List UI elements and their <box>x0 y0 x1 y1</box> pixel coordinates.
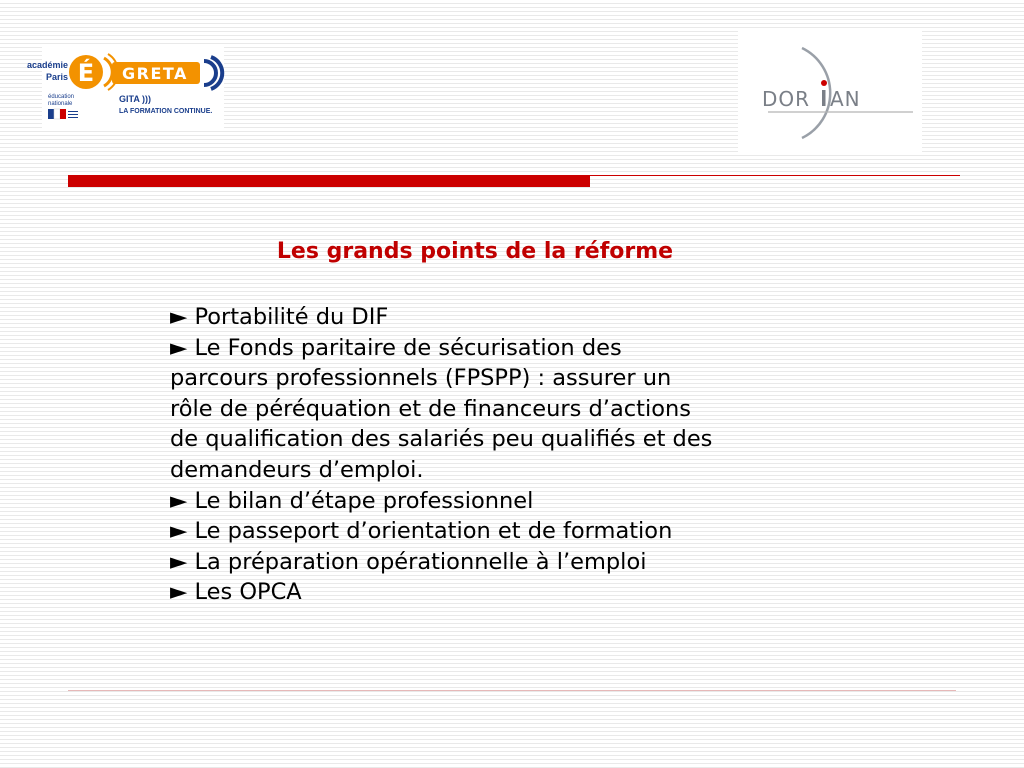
header-red-bar <box>68 175 590 187</box>
dorian-text-an: AN <box>830 87 861 111</box>
body-line: rôle de péréquation et de financeurs d’actions <box>170 395 691 422</box>
e-initial: É <box>77 59 95 87</box>
body-line: ► Portabilité du DIF <box>170 304 389 330</box>
marianne-flag-icon <box>48 109 78 119</box>
footer-line <box>68 690 956 691</box>
body-line: ► Les OPCA <box>170 579 302 606</box>
body-line: ► Le passeport d’orientation et de formation <box>170 518 673 545</box>
nationale-text: nationale <box>48 101 73 107</box>
dorian-red-dot-icon <box>821 80 827 86</box>
dorian-logo-graphic <box>738 30 922 153</box>
gita-text: GITA ))) <box>119 94 151 104</box>
slide-body <box>170 302 810 608</box>
body-line: parcours professionnels (FPSPP) : assurer un <box>170 365 672 392</box>
body-line: ► Le Fonds paritaire de sécurisation des <box>170 334 622 361</box>
slide-title: Les grands points de la réforme <box>276 239 674 264</box>
greta-logo <box>26 44 224 128</box>
academie-text: académie <box>26 60 68 70</box>
body-line: ► La préparation opérationnelle à l’emploi <box>170 548 647 575</box>
paris-text: Paris <box>45 72 68 82</box>
header-red-line <box>590 175 960 176</box>
dorian-i-stem <box>822 90 826 106</box>
formation-continue-text: LA FORMATION CONTINUE. <box>119 108 213 115</box>
greta-logo-graphic <box>26 44 224 128</box>
greta-text: GRETA <box>122 64 188 83</box>
greta-wave-icon <box>204 61 216 85</box>
dorian-logo <box>738 30 922 153</box>
body-line: ► Le bilan d’étape professionnel <box>170 487 534 514</box>
body-line: demandeurs d’emploi. <box>170 456 424 483</box>
body-line: de qualification des salariés peu qualifiés et des <box>170 426 713 453</box>
wave-arc-icon <box>104 58 112 86</box>
dorian-text-dor: DOR <box>762 87 811 111</box>
education-text: éducation <box>48 94 75 100</box>
